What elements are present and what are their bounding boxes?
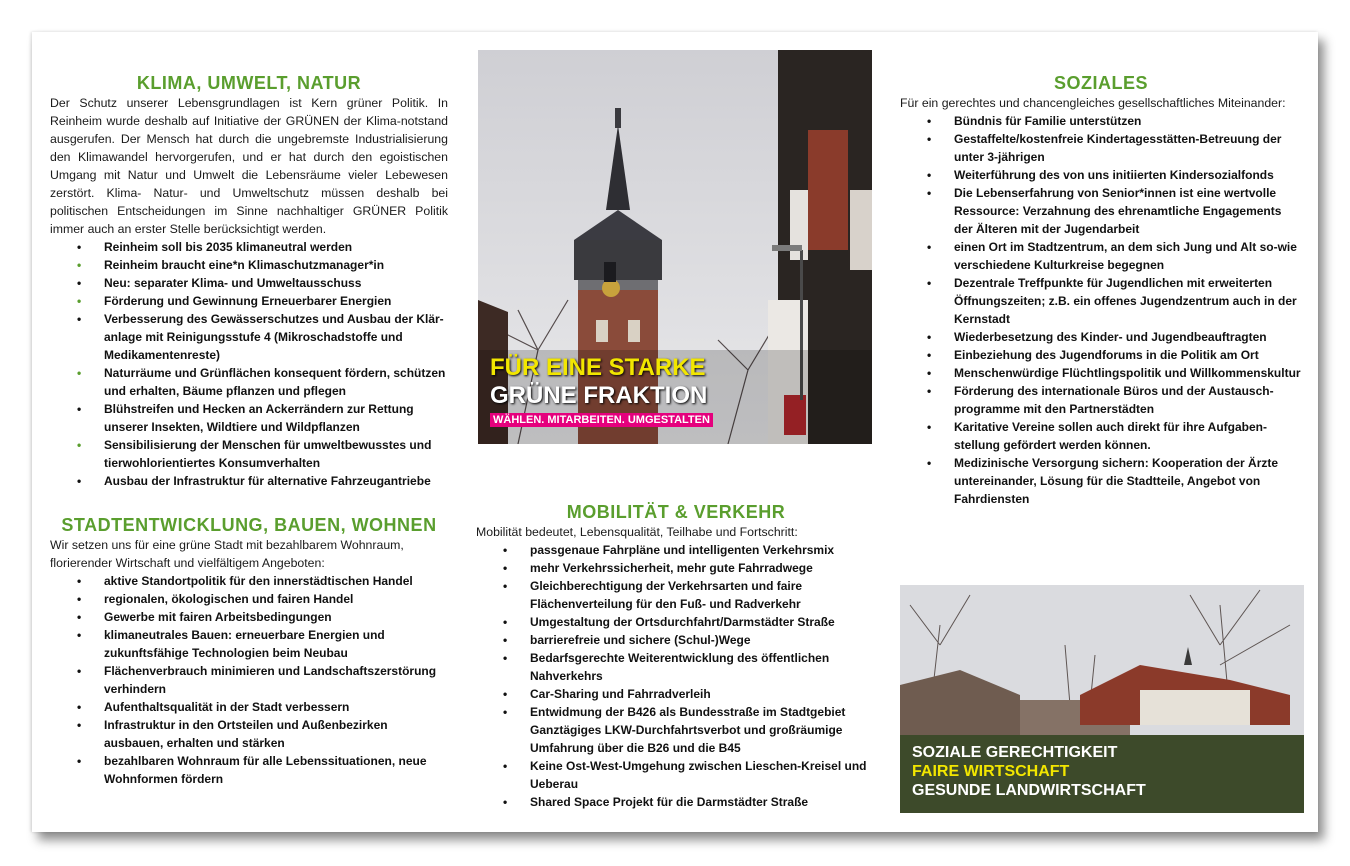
mobil-intro: Mobilität bedeutet, Lebensqualität, Teilhabe und Fortschritt: [476,525,798,539]
banner-line-1: SOZIALE GERECHTIGKEIT [912,744,1118,761]
mobil-list-item [476,613,876,631]
sozial-item-text: Medizinische Versorgung sichern: Kooperation der Ärzte untereinander, Lösung für die Stadtteile, Angebot von Fahrdiensten [954,456,1279,506]
sozial-list-item [900,382,1302,418]
bullet-icon: • [77,438,82,452]
sozial-item-text: Dezentrale Treffpunkte für Jugendlichen mit erweiterten Öffnungszeiten; z.B. ein offenes Jugendzentrum auch in der Kernstadt [954,276,1297,326]
bullet-icon: • [503,651,508,665]
klima-item-text: Verbesserung des Gewässerschutzes und Ausbau der Klär-anlage mit Reinigungsstufe 4 (Mikroschadstoffe und Medikamentenreste) [104,312,444,362]
bullet-icon: • [77,294,82,308]
mobil-item-text: Gleichberechtigung der Verkehrsarten und faire Flächenverteilung für den Fuß- und Radverkehr [530,579,803,611]
bullet-icon: • [77,592,82,606]
poster-line-1: FÜR EINE STARKE [490,354,706,381]
klima-item-text: Neu: separater Klima- und Umweltausschuss [104,276,362,290]
stadt-list-item [50,752,448,788]
bullet-icon: • [77,312,82,326]
bullet-icon: • [77,700,82,714]
bullet-icon: • [927,132,932,146]
sozial-list-item [900,274,1302,328]
bullet-icon: • [503,633,508,647]
klima-list-item [50,238,448,256]
sozial-intro: Für ein gerechtes und chancengleiches gesellschaftliches Miteinander: [900,96,1286,110]
stadt-item-text: Gewerbe mit fairen Arbeitsbedingungen [104,610,332,624]
bullet-icon: • [503,543,508,557]
klima-item-text: Reinheim braucht eine*n Klimaschutzmanager*in [104,258,385,272]
klima-item-text: Reinheim soll bis 2035 klimaneutral werden [104,240,353,254]
bullet-icon: • [77,402,82,416]
klima-list-item [50,472,448,490]
sozial-list-item [900,418,1302,454]
mobil-item-text: passgenaue Fahrpläne und intelligenten Verkehrsmix [530,543,835,557]
stadt-list-item [50,590,448,608]
bullet-icon: • [77,258,82,272]
bullet-icon: • [77,718,82,732]
stadt-item-text: aktive Standortpolitik für den innerstädtischen Handel [104,574,413,588]
stadt-item-text: regionalen, ökologischen und fairen Handel [104,592,354,606]
sozial-item-text: Die Lebenserfahrung von Senior*innen ist eine wertvolle Ressource: Verzahnung des ehrenamtliche Engagements der Älteren mit der Jugendarbeit [954,186,1282,236]
sozial-item-text: Karitative Vereine sollen auch direkt für ihre Aufgaben-stellung gefördert werden können. [954,420,1267,452]
mobil-item-text: Car-Sharing und Fahrradverleih [530,687,711,701]
mobil-item-text: barrierefreie und sichere (Schul-)Wege [530,633,751,647]
bullet-icon: • [503,795,508,809]
bullet-icon: • [927,168,932,182]
klima-list-item [50,400,448,436]
sozial-item-text: Förderung des internationale Büros und der Austausch-programme mit den Partnerstädten [954,384,1274,416]
stadt-item-text: Infrastruktur in den Ortsteilen und Außenbezirken ausbauen, erhalten und stärken [104,718,388,750]
bullet-icon: • [77,610,82,624]
klima-item-text: Ausbau der Infrastruktur für alternative Fahrzeugantriebe [104,474,431,488]
bullet-icon: • [927,240,932,254]
stadt-item-text: Aufenthaltsqualität in der Stadt verbessern [104,700,350,714]
stadt-item-text: bezahlbaren Wohnraum für alle Lebenssituationen, neue Wohnformen fördern [104,754,427,786]
bullet-icon: • [927,330,932,344]
mobil-list-item [476,685,876,703]
bullet-icon: • [77,664,82,678]
klima-list-item [50,436,448,472]
right-column [900,72,1302,508]
mobil-list-item [476,649,876,685]
klima-list-item [50,310,448,364]
bullet-icon: • [927,384,932,398]
bullet-icon: • [77,574,82,588]
mobil-item-text: Keine Ost-West-Umgehung zwischen Lieschen-Kreisel und Ueberau [530,759,867,791]
sozial-list-item [900,130,1302,166]
klima-list-item [50,256,448,274]
mobil-list-item [476,757,876,793]
sozial-list-item [900,364,1302,382]
klima-item-text: Förderung und Gewinnung Erneuerbarer Energien [104,294,392,308]
mobil-list-item [476,577,876,613]
castle-banner-image [900,585,1304,813]
bullet-icon: • [503,561,508,575]
stadt-list-item [50,662,448,698]
bullet-icon: • [77,276,82,290]
section-title-klima: KLIMA, UMWELT, NATUR [136,73,362,93]
mobil-list-item [476,793,876,811]
banner-line-3: GESUNDE LANDWIRTSCHAFT [912,782,1146,799]
bullet-icon: • [77,628,82,642]
section-title-mobil: MOBILITÄT & VERKEHR [566,502,786,522]
bullet-icon: • [927,276,932,290]
sozial-list-item [900,454,1302,508]
left-column [50,72,448,788]
mobil-item-text: Umgestaltung der Ortsdurchfahrt/Darmstädter Straße [530,615,835,629]
stadt-list-item [50,608,448,626]
mobil-list [476,541,876,811]
sozial-item-text: Gestaffelte/kostenfreie Kindertagesstätten-Betreuung der unter 3-jährigen [954,132,1282,164]
mobil-item-text: Bedarfsgerechte Weiterentwicklung des öffentlichen Nahverkehrs [530,651,830,683]
bullet-icon: • [927,420,932,434]
bullet-icon: • [77,474,82,488]
poster-line-2: GRÜNE FRAKTION [490,382,708,409]
bullet-icon: • [77,754,82,768]
sozial-list-item [900,346,1302,364]
stadt-item-text: Flächenverbrauch minimieren und Landschaftszerstörung verhindern [104,664,437,696]
bullet-icon: • [503,705,508,719]
klima-item-text: Sensibilisierung der Menschen für umweltbewusstes und tierwohlorientiertes Konsumverhalten [104,438,432,470]
sozial-list-item [900,166,1302,184]
klima-intro: Der Schutz unserer Lebensgrundlagen ist Kern grüner Politik. In Reinheim wurde deshalb auf Initiative der GRÜNEN der Klima-notstand ausgerufen. Der Mensch hat durch die ungebremste Industrialisierung den Klimawandel hervorgerufen, und er hat durch den egoistischen Umgang mit Natur und Umwelt die Lebensräume vieler Lebewesen zerstört. Klima- Natur- und Umweltschutz müssen deshalb bei politischen Entscheidungen im Sinne nachhaltiger GRÜNER Politik immer auch an erster Stelle berücksichtigt werden. [50,96,448,236]
stadt-list-item [50,626,448,662]
mobil-list-item [476,541,876,559]
stadt-intro: Wir setzen uns für eine grüne Stadt mit bezahlbarem Wohnraum, florierender Wirtschaft und vielfältigem Angeboten: [50,538,404,570]
sozial-list-item [900,238,1302,274]
klima-list-item [50,292,448,310]
bullet-icon: • [503,615,508,629]
bullet-icon: • [927,366,932,380]
sozial-item-text: Bündnis für Familie unterstützen [954,114,1142,128]
sozial-item-text: Einbeziehung des Jugendforums in die Politik am Ort [954,348,1259,362]
bullet-icon: • [927,456,932,470]
stadt-item-text: klimaneutrales Bauen: erneuerbare Energien und zukunftsfähige Technologien beim Neubau [104,628,385,660]
klima-list-item [50,364,448,400]
bullet-icon: • [77,240,82,254]
mobil-list-item [476,703,876,757]
bullet-icon: • [503,687,508,701]
mobil-item-text: Entwidmung der B426 als Bundesstraße im Stadtgebiet Ganztägiges LKW-Durchfahrtsverbot und großräumige Umfahrung über die B26 und die B45 [530,705,846,755]
bullet-icon: • [77,366,82,380]
stadt-list [50,572,448,788]
sozial-item-text: Menschenwürdige Flüchtlingspolitik und Willkommenskultur [954,366,1301,380]
klima-list-item [50,274,448,292]
sozial-item-text: Wiederbesetzung des Kinder- und Jugendbeauftragten [954,330,1267,344]
section-title-sozial: SOZIALES [1053,73,1148,93]
middle-column [476,501,876,811]
sozial-list [900,112,1302,508]
sozial-list-item [900,112,1302,130]
sozial-list-item [900,184,1302,238]
stadt-list-item [50,572,448,590]
brochure-page [32,32,1318,832]
mobil-item-text: Shared Space Projekt für die Darmstädter Straße [530,795,809,809]
klima-item-text: Blühstreifen und Hecken an Ackerrändern zur Rettung unserer Insekten, Wildtiere und Wildpflanzen [104,402,414,434]
klima-list [50,238,448,490]
stadt-list-item [50,698,448,716]
mobil-item-text: mehr Verkehrssicherheit, mehr gute Fahrradwege [530,561,813,575]
bullet-icon: • [927,114,932,128]
sozial-item-text: Weiterführung des von uns initiierten Kindersozialfonds [954,168,1274,182]
klima-item-text: Naturräume und Grünflächen konsequent fördern, schützen und erhalten, Bäume pflanzen und pflegen [104,366,446,398]
banner-line-2: FAIRE WIRTSCHAFT [912,763,1070,780]
section-title-stadt: STADTENTWICKLUNG, BAUEN, WOHNEN [61,515,437,535]
bullet-icon: • [927,348,932,362]
stadt-list-item [50,716,448,752]
mobil-list-item [476,559,876,577]
bullet-icon: • [503,579,508,593]
poster-line-3: WÄHLEN. MITARBEITEN. UMGESTALTEN [490,413,713,427]
sozial-item-text: einen Ort im Stadtzentrum, an dem sich Jung und Alt so-wie verschiedene Kulturkreise begegnen [954,240,1297,272]
sozial-list-item [900,328,1302,346]
bullet-icon: • [503,759,508,773]
bullet-icon: • [927,186,932,200]
mobil-list-item [476,631,876,649]
church-poster-image [478,50,872,444]
